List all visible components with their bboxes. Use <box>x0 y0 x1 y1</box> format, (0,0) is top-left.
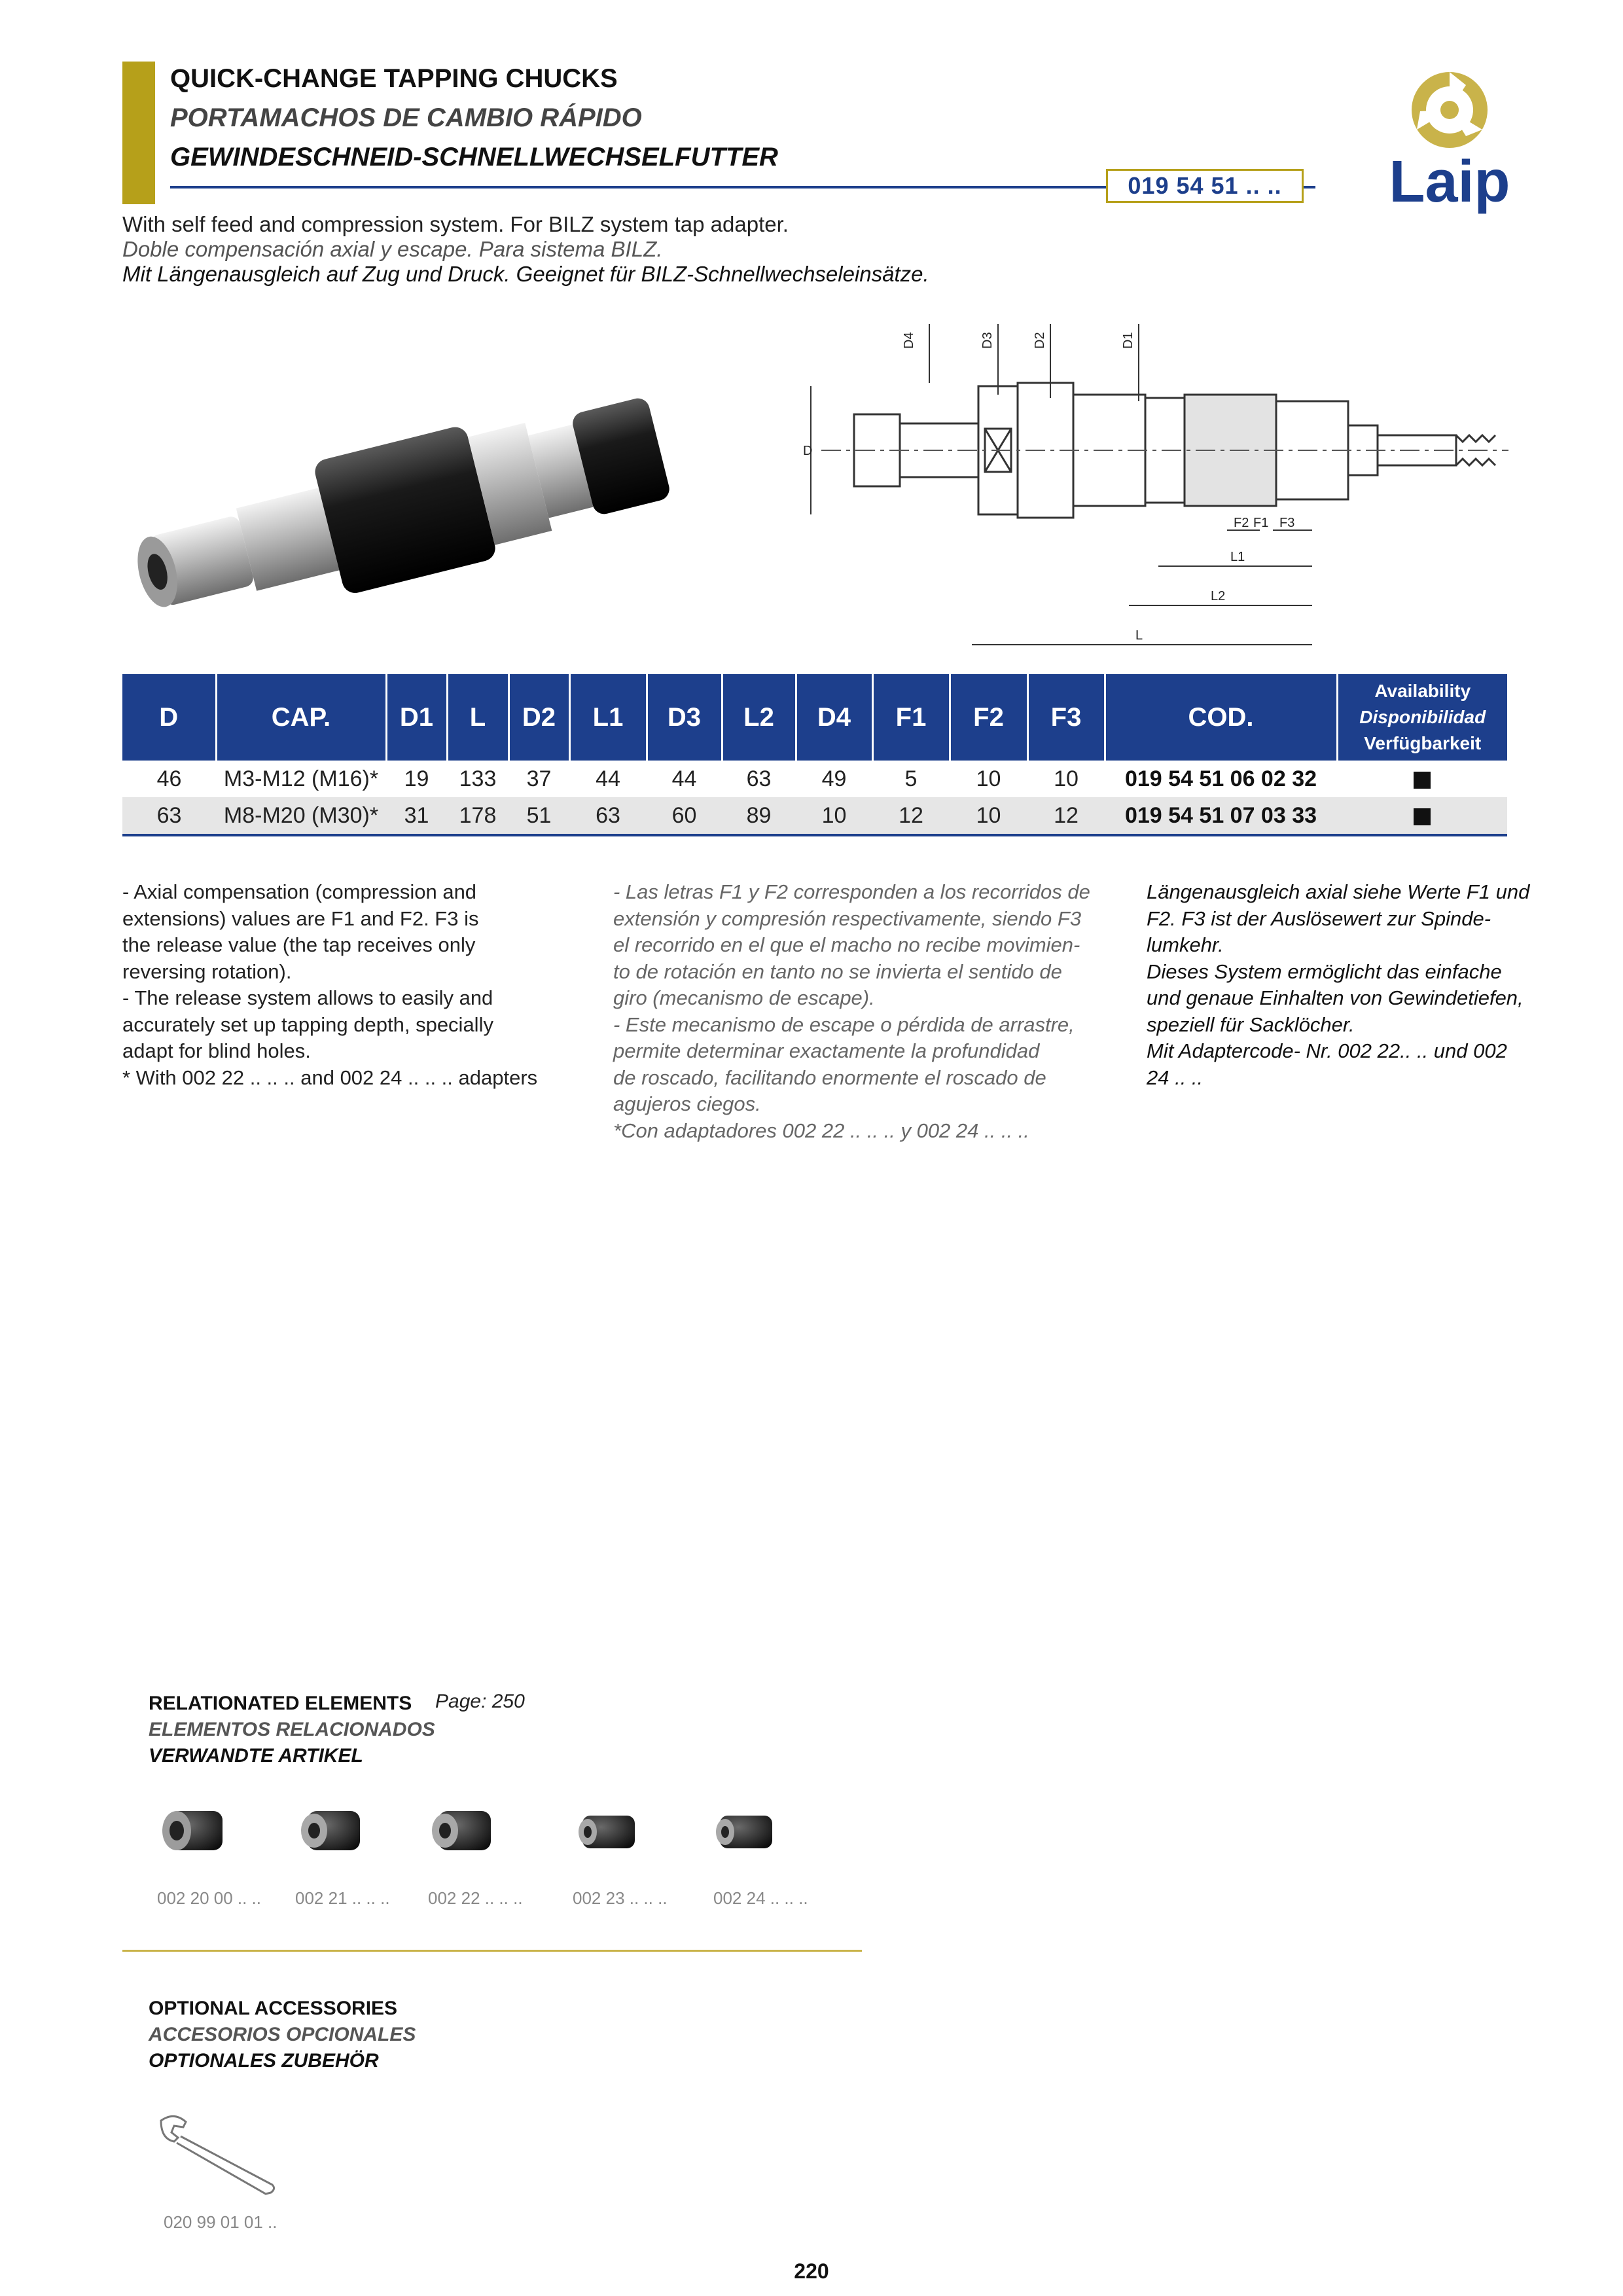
intro-es: Doble compensación axial y escape. Para sistema BILZ. <box>122 237 663 261</box>
available-square-icon <box>1414 808 1431 825</box>
dim-label-d4: D4 <box>902 332 916 349</box>
dim-label-d3: D3 <box>980 332 995 349</box>
dim-label-l2: L2 <box>1211 589 1226 603</box>
logo-text: Laip <box>1389 149 1510 215</box>
related-item-code[interactable]: 002 20 00 .. .. <box>157 1888 262 1908</box>
dim-label-d1: D1 <box>1121 332 1135 349</box>
dim-label-f1: F1 <box>1253 516 1269 530</box>
col-header-f2: F2 <box>950 674 1027 761</box>
dim-label-f3: F3 <box>1279 516 1295 530</box>
product-code-badge: 019 54 51 .. .. <box>1106 169 1304 203</box>
notes-es: - Las letras F1 y F2 corresponden a los recorridos de extensión y compresión respectivamente, siendo F3 el recorrido en el que el macho no recibe movimien- to de rotación en tanto no se invierta el sentido de giro (mecanismo de escape). - Este mecanismo de escape o pérdida de arrastre, permite determinar exactamente la profundidad de roscado, facilitando enormente el roscado de agujeros ciegos. *Con adaptadores 002 22 .. .. .. y 002 24 .. .. .. <box>613 880 1090 1142</box>
availability-en: Availability <box>1374 681 1471 701</box>
col-header-f1: F1 <box>872 674 950 761</box>
related-item-code[interactable]: 002 24 .. .. .. <box>713 1888 808 1908</box>
product-photo <box>94 370 709 619</box>
col-header-cap: CAP. <box>216 674 386 761</box>
availability-es: Disponibilidad <box>1359 707 1486 727</box>
product-code-cell: 019 54 51 07 03 33 <box>1105 797 1337 835</box>
related-thumbnails <box>151 1782 805 1880</box>
availability-de: Verfügbarkeit <box>1364 733 1482 753</box>
related-title-en: RELATIONATED ELEMENTS <box>149 1693 412 1714</box>
col-header-d1: D1 <box>386 674 447 761</box>
related-item-code[interactable]: 002 21 .. .. .. <box>295 1888 390 1908</box>
col-header-cod: COD. <box>1105 674 1337 761</box>
product-code-cell: 019 54 51 06 02 32 <box>1124 766 1317 791</box>
dim-label-l: L <box>1135 628 1143 643</box>
thumb-002-20-00[interactable] <box>162 1811 223 1850</box>
thumb-002-23[interactable] <box>579 1816 635 1848</box>
thumb-002-24[interactable] <box>716 1816 772 1848</box>
page-title-en: QUICK-CHANGE TAPPING CHUCKS <box>170 64 618 93</box>
col-header-l: L <box>447 674 508 761</box>
wrench-icon[interactable] <box>154 2113 285 2198</box>
thumb-002-21[interactable] <box>301 1811 360 1850</box>
section-divider <box>122 1950 862 1952</box>
technical-drawing <box>802 324 1541 658</box>
dim-label-l1: L1 <box>1230 550 1245 564</box>
title-accent-bar <box>122 62 155 204</box>
related-item-code[interactable]: 002 22 .. .. .. <box>428 1888 523 1908</box>
page-title-es: PORTAMACHOS DE CAMBIO RÁPIDO <box>170 103 642 132</box>
notes-en: - Axial compensation (compression and extensions) values are F1 and F2. F3 is the release value (the tap receives only reversing rotation). - The release system allows to easily and accurately set up tapping depth, specially adapt for blind holes. * With 002 22 .. .. .. and 002 24 .. .. .. adapters <box>122 880 538 1089</box>
col-header-availability <box>1337 674 1507 761</box>
thumb-002-22[interactable] <box>432 1811 491 1850</box>
table-row: 63 M8-M20 (M30)* 31 178 51 63 60 89 10 12 10 12 019 54 51 07 03 33 <box>122 797 1507 835</box>
related-title-es: ELEMENTOS RELACIONADOS <box>149 1719 435 1740</box>
related-title-de: VERWANDTE ARTIKEL <box>149 1745 363 1767</box>
col-header-f3: F3 <box>1027 674 1105 761</box>
col-header-l1: L1 <box>569 674 647 761</box>
col-header-d4: D4 <box>796 674 872 761</box>
dim-label-d: D <box>803 444 813 458</box>
related-item-code[interactable]: 002 23 .. .. .. <box>573 1888 668 1908</box>
accessories-title-es: ACCESORIOS OPCIONALES <box>149 2024 416 2045</box>
table-row: 46 M3-M12 (M16)* 19 133 37 44 44 63 49 5 10 10 019 54 51 06 02 32 <box>122 761 1507 797</box>
intro-de: Mit Längenausgleich auf Zug und Druck. Geeignet für BILZ-Schnellwechseleinsätze. <box>122 262 929 286</box>
dim-label-d2: D2 <box>1033 332 1047 349</box>
col-header-l2: L2 <box>722 674 796 761</box>
col-header-d2: D2 <box>508 674 569 761</box>
table-header-row <box>122 674 1507 761</box>
available-square-icon <box>1414 772 1431 789</box>
col-header-d: D <box>122 674 216 761</box>
laip-logo <box>1368 65 1531 216</box>
page-title-de: GEWINDESCHNEID-SCHNELLWECHSELFUTTER <box>170 143 778 171</box>
dim-label-f2: F2 <box>1234 516 1249 530</box>
page-number: 220 <box>794 2259 829 2283</box>
spec-table <box>122 674 1507 836</box>
accessories-title-de: OPTIONALES ZUBEHÖR <box>149 2050 379 2072</box>
notes-de: Längenausgleich axial siehe Werte F1 und F2. F3 ist der Auslösewert zur Spinde- lumkehr. Dieses System ermöglicht das einfache und genaue Einhalten von Gewindetiefen, speziell für Sacklöcher. Mit Adaptercode- Nr. 002 22.. .. und 002 24 .. .. <box>1147 880 1530 1089</box>
accessories-title-en: OPTIONAL ACCESSORIES <box>149 1998 398 2019</box>
accessory-item-code[interactable]: 020 99 01 01 .. <box>164 2212 277 2232</box>
intro-en: With self feed and compression system. For BILZ system tap adapter. <box>122 212 789 236</box>
page-reference: Page: 250 <box>435 1691 525 1712</box>
col-header-d3: D3 <box>647 674 722 761</box>
